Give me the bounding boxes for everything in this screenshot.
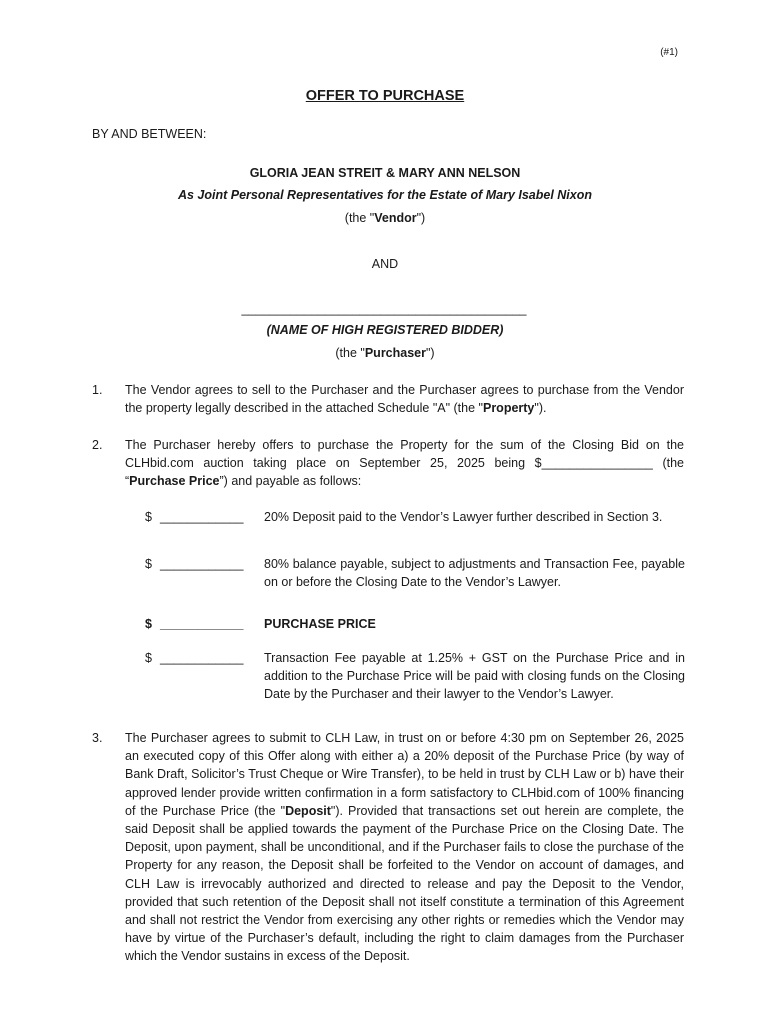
defined-term: Deposit	[285, 803, 331, 818]
clause-number: 2.	[92, 438, 103, 452]
clause-text-after: "). Provided that transactions set out herein are complete, the said Deposit shall be applied towards the payment of the Purchase Price on the Closing Date. The Deposit, upon payment, shall be unconditional, and if the Purchaser fails to close the purchase of the Property for any reason, the Deposit shall be forfeited to the Vendor on account of damages, and CLH Law is irrevocably authorized and directed to release and pay the Deposit to the Vendor, provided that such retention of the Deposit shall not itself constitute a termination of this Agreement and shall not restrict the Vendor from exercising any other rights or remedies which the Vendor may have by virtue of the Purchaser’s default, including the right to claim damages from the Purchaser which the Vendor sustains in excess of the Deposit.	[125, 803, 685, 964]
amount-blank: ____________	[160, 617, 244, 631]
clause-1	[92, 381, 684, 417]
clause-2	[92, 436, 684, 491]
vendor-names: GLORIA JEAN STREIT & MARY ANN NELSON	[249, 166, 521, 180]
dollar-sign: $	[145, 617, 152, 631]
clause-text-after: ").	[534, 401, 547, 416]
payment-description: Transaction Fee payable at 1.25% + GST on the Purchase Price and in addition to the Purchase Price will be paid with closing funds on the Closing Date by the Purchaser and their lawyer to the Vendor’s Lawyer.	[264, 651, 685, 702]
payment-row-transaction-fee	[145, 649, 685, 704]
clause-number: 1.	[92, 383, 103, 397]
defined-term: Purchase Price	[129, 474, 220, 489]
payment-description: 20% Deposit paid to the Vendor’s Lawyer further described in Section 3.	[264, 510, 663, 524]
defined-term: Property	[482, 401, 535, 416]
document-title: OFFER TO PURCHASE	[305, 88, 465, 104]
purchaser-role-prefix: (the "	[335, 346, 365, 360]
purchaser-role-term: Purchaser	[364, 346, 426, 360]
purchaser-signature-line: _________________________________________	[241, 302, 527, 316]
purchaser-role-suffix: ")	[426, 346, 435, 360]
and-label: AND	[371, 257, 399, 271]
dollar-sign: $	[145, 651, 152, 665]
purchaser-role	[0, 346, 770, 360]
amount-blank: ____________	[160, 557, 244, 571]
clause-text	[125, 436, 684, 491]
clause-3	[92, 729, 684, 966]
clause-text	[125, 729, 684, 966]
amount-blank: ____________	[160, 651, 244, 665]
clause-text-before: The Purchaser agrees to submit to CLH Law, in trust on or before 4:30 pm on September 26, 2025 an executed copy of this Offer along with either a) a 20% deposit of the Purchase Price (by way of Bank Draft, Solicitor’s Trust Cheque or Wire Transfer), to be held in trust by CLH Law or b) have their approved lender provide written confirmation in a form satisfactory to CLHbid.com of 100% financing of the Purchase Price (the "	[125, 731, 684, 818]
payment-description: 80% balance payable, subject to adjustments and Transaction Fee, payable on or before the Closing Date to the Vendor’s Lawyer.	[264, 557, 685, 590]
purchaser-name-placeholder: (NAME OF HIGH REGISTERED BIDDER)	[266, 323, 504, 337]
clause-number: 3.	[92, 731, 103, 745]
clause-text	[125, 381, 684, 417]
vendor-role-prefix: (the "	[344, 211, 375, 225]
vendor-capacity: As Joint Personal Representatives for the Estate of Mary Isabel Nixon	[177, 188, 592, 202]
clause-text-after: ”) and payable as follows:	[219, 474, 362, 489]
payment-row-balance	[145, 555, 685, 591]
clause-text-before: The Purchaser hereby offers to purchase the Property for the sum of the Closing Bid on the CLHbid.com auction taking place on September 25, 2025 being $________________ (the “	[125, 438, 684, 489]
dollar-sign: $	[145, 557, 152, 571]
document-number: (#1)	[660, 47, 678, 58]
vendor-role-term: Vendor	[374, 211, 417, 225]
vendor-role-suffix: ")	[416, 211, 426, 225]
payment-row-deposit	[145, 508, 685, 526]
payment-row-purchase-price	[145, 615, 685, 633]
between-label: BY AND BETWEEN:	[92, 127, 207, 141]
payment-description: PURCHASE PRICE	[264, 617, 376, 631]
dollar-sign: $	[145, 510, 152, 524]
amount-blank: ____________	[160, 510, 244, 524]
vendor-role	[0, 211, 770, 225]
clause-text-before: The Vendor agrees to sell to the Purchaser and the Purchaser agrees to purchase from the Vendor the property legally described in the attached Schedule "A" (the "	[125, 383, 684, 416]
